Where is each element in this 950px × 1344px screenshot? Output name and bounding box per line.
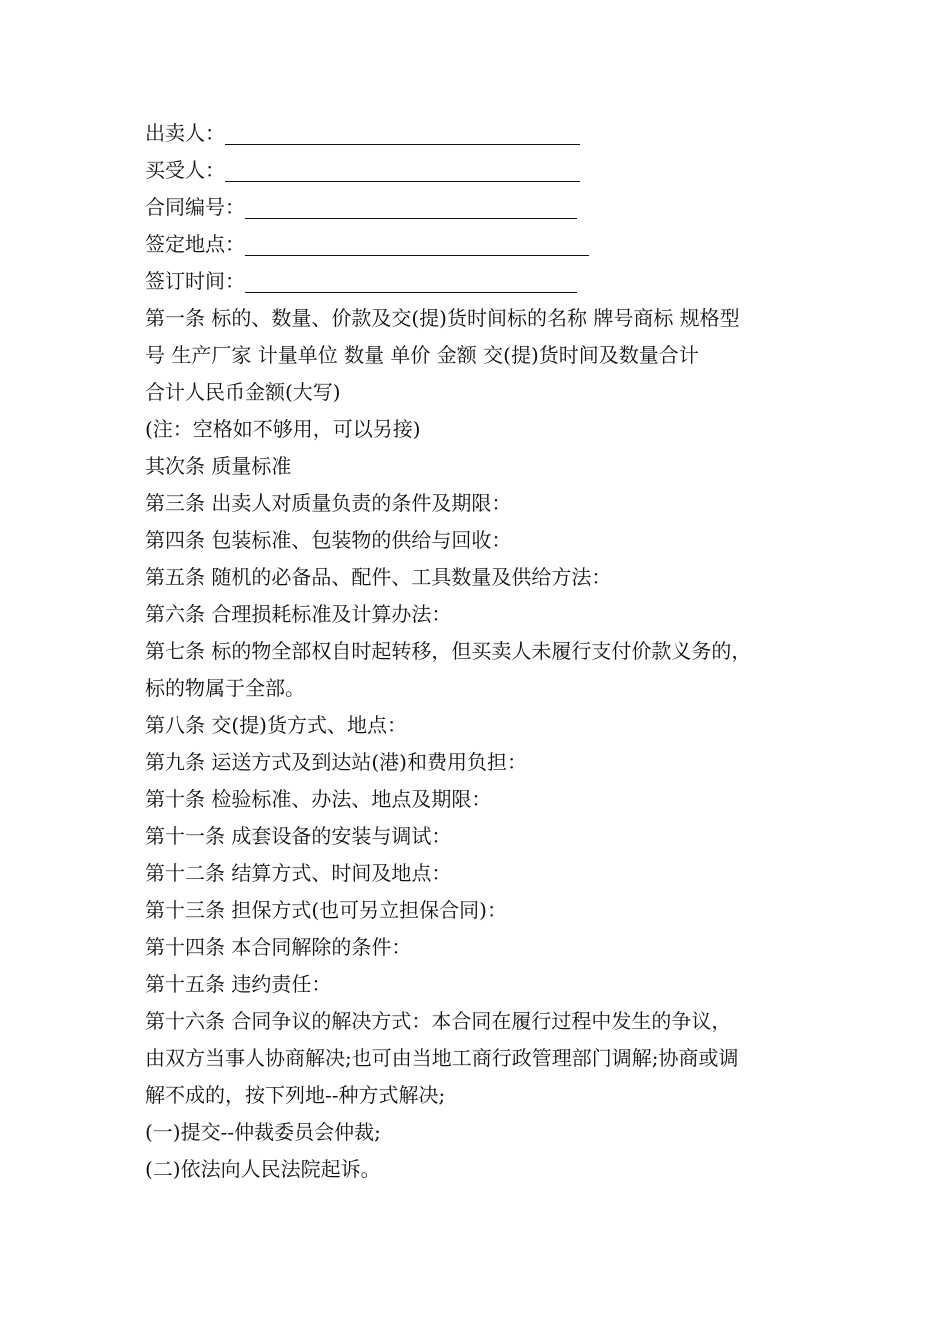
article-7-line-2: 标的物属于全部。 bbox=[145, 676, 305, 700]
seller-label: 出卖人： bbox=[145, 121, 225, 145]
article-5: 第五条 随机的必备品、配件、工具数量及供给方法： bbox=[145, 565, 612, 589]
article-11: 第十一条 成套设备的安装与调试： bbox=[145, 824, 452, 848]
article-6: 第六条 合理损耗标准及计算办法： bbox=[145, 602, 452, 626]
article-7-line-1: 第七条 标的物全部权自时起转移，但买卖人未履行支付价款义务的， bbox=[145, 639, 752, 663]
article-4: 第四条 包装标准、包装物的供给与回收： bbox=[145, 528, 512, 552]
article-1-line-2: 号 生产厂家 计量单位 数量 单价 金额 交(提)货时间及数量合计 bbox=[145, 343, 699, 367]
signing-time-label: 签订时间： bbox=[145, 269, 245, 293]
article-16-line-2: 由双方当事人协商解决;也可由当地工商行政管理部门调解;协商或调 bbox=[145, 1046, 739, 1070]
dispute-option-1: (一)提交--仲裁委员会仲裁; bbox=[145, 1120, 381, 1144]
article-10: 第十条 检验标准、办法、地点及期限： bbox=[145, 787, 492, 811]
signing-place-blank-line bbox=[245, 226, 589, 256]
article-9: 第九条 运送方式及到达站(港)和费用负担： bbox=[145, 750, 527, 774]
article-8: 第八条 交(提)货方式、地点： bbox=[145, 713, 407, 737]
note-line: (注：空格如不够用，可以另接) bbox=[145, 417, 421, 441]
article-16-line-1: 第十六条 合同争议的解决方式：本合同在履行过程中发生的争议， bbox=[145, 1009, 732, 1033]
seller-blank-line bbox=[225, 115, 580, 145]
dispute-option-2: (二)依法向人民法院起诉。 bbox=[145, 1157, 381, 1181]
article-14: 第十四条 本合同解除的条件： bbox=[145, 935, 412, 959]
article-15: 第十五条 违约责任： bbox=[145, 972, 332, 996]
contract-number-blank-line bbox=[245, 189, 577, 219]
buyer-field bbox=[145, 152, 845, 189]
contract-document bbox=[145, 115, 845, 1188]
buyer-blank-line bbox=[225, 152, 580, 182]
contract-number-field bbox=[145, 189, 845, 226]
signing-time-blank-line bbox=[245, 263, 577, 293]
seller-field bbox=[145, 115, 845, 152]
article-3: 第三条 出卖人对质量负责的条件及期限： bbox=[145, 491, 512, 515]
contract-number-label: 合同编号： bbox=[145, 195, 245, 219]
signing-place-field bbox=[145, 226, 845, 263]
article-1-line-1: 第一条 标的、数量、价款及交(提)货时间标的名称 牌号商标 规格型 bbox=[145, 306, 740, 330]
buyer-label: 买受人： bbox=[145, 158, 225, 182]
article-12: 第十二条 结算方式、时间及地点： bbox=[145, 861, 452, 885]
article-16-line-3: 解不成的，按下列地--种方式解决; bbox=[145, 1083, 446, 1107]
signing-place-label: 签定地点： bbox=[145, 232, 245, 256]
article-2: 其次条 质量标准 bbox=[145, 454, 292, 478]
signing-time-field bbox=[145, 263, 845, 300]
article-13: 第十三条 担保方式(也可另立担保合同)： bbox=[145, 898, 507, 922]
total-amount-line: 合计人民币金额(大写) bbox=[145, 380, 341, 404]
